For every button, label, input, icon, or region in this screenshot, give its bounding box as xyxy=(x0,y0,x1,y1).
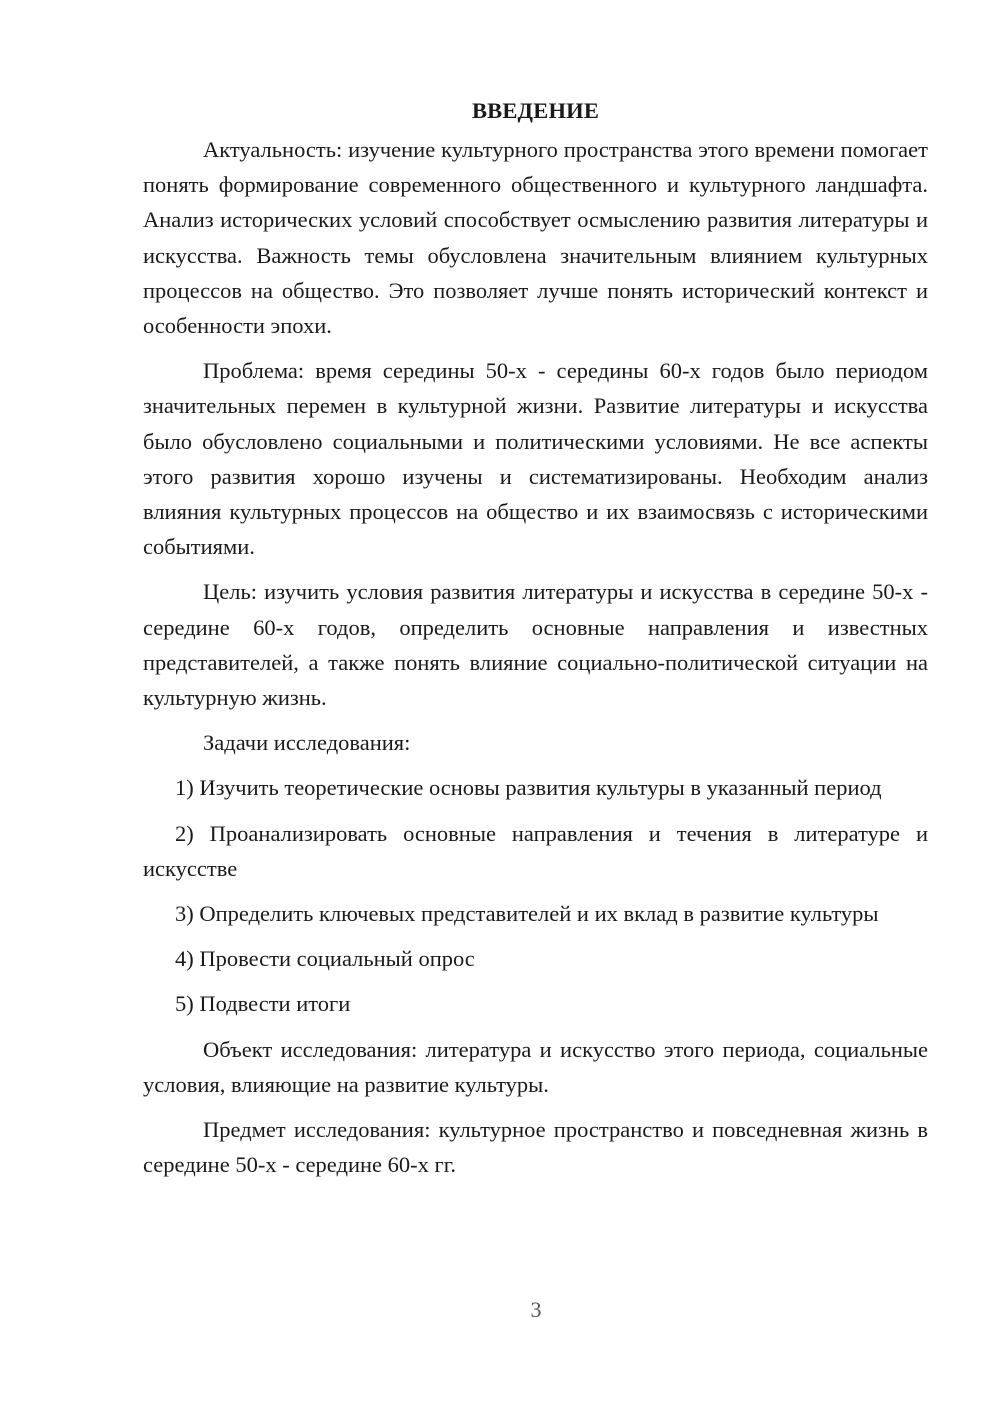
task-item: 5) Подвести итоги xyxy=(175,991,351,1017)
task-item: 2) Проанализировать основные направления и течения в литературе и искусстве xyxy=(143,820,928,881)
page-content xyxy=(143,92,928,1192)
relevance-paragraph: Актуальность: изучение культурного пространства этого времени помогает понять формирование современного общественного и культурного ландшафта. Анализ исторических условий способствует осмыслению развития литературы и искусства. Важность темы обусловлена значительным влиянием культурных процессов на общество. Это позволяет лучше понять исторический контекст и особенности эпохи. xyxy=(143,137,928,339)
problem-paragraph: Проблема: время середины 50-х - середины 60-х годов было периодом значительных перемен в культурной жизни. Развитие литературы и искусства было обусловлено социальными и политическими условиями. Не все аспекты этого развития хорошо изучены и систематизированы. Необходим анализ влияния культурных процессов на общество и их взаимосвязь с историческими событиями. xyxy=(143,358,928,560)
task-item: 4) Провести социальный опрос xyxy=(175,946,475,972)
tasks-intro: Задачи исследования: xyxy=(203,730,411,756)
object-paragraph: Объект исследования: литература и искусство этого периода, социальные условия, влияющие на развитие культуры. xyxy=(143,1036,928,1097)
goal-paragraph: Цель: изучить условия развития литературы и искусства в середине 50-х - середине 60-х годов, определить основные направления и известных представителей, а также понять влияние социально-политической ситуации на культурную жизнь. xyxy=(143,579,928,711)
subject-paragraph: Предмет исследования: культурное пространство и повседневная жизнь в середине 50-х - середине 60-х гг. xyxy=(143,1117,928,1178)
task-item: 3) Определить ключевых представителей и их вклад в развитие культуры xyxy=(175,901,879,927)
section-heading: ВВЕДЕНИЕ xyxy=(471,98,600,123)
task-item: 1) Изучить теоретические основы развития культуры в указанный период xyxy=(175,775,882,801)
page-number: 3 xyxy=(530,1297,542,1322)
